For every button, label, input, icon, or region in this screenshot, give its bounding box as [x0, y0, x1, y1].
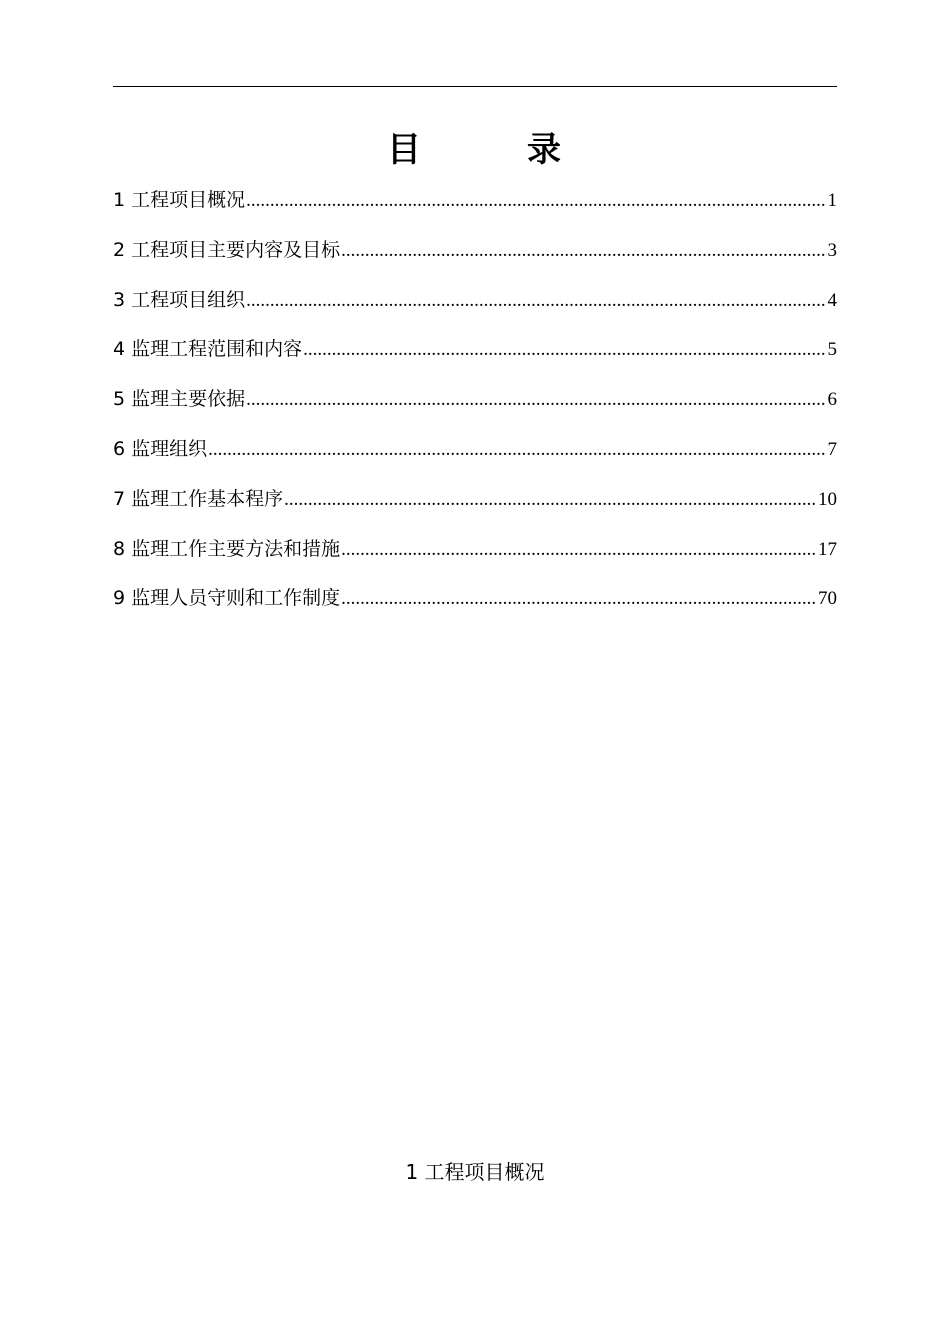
toc-entry-page: 3	[827, 239, 837, 261]
toc-entry[interactable]	[113, 286, 837, 336]
toc-dot-leader	[303, 336, 826, 364]
section-heading: 1 工程项目概况	[405, 1160, 545, 1184]
toc-entry[interactable]	[113, 236, 837, 286]
toc-entry-page: 17	[818, 538, 837, 560]
table-of-contents	[113, 186, 837, 634]
toc-entry[interactable]	[113, 584, 837, 634]
toc-dot-leader	[246, 187, 826, 215]
toc-entry-page: 4	[827, 289, 837, 311]
toc-title-char-1: 目	[387, 130, 423, 170]
toc-entry-label: 1 工程项目概况	[113, 189, 246, 211]
toc-dot-leader	[284, 486, 817, 514]
toc-dot-leader	[246, 287, 826, 315]
toc-entry-page: 6	[827, 389, 837, 411]
toc-entry-label: 9 监理人员守则和工作制度	[113, 587, 341, 610]
toc-entry[interactable]	[113, 335, 837, 385]
toc-dot-leader	[208, 436, 826, 464]
header-rule	[113, 86, 837, 87]
toc-entry-page: 5	[827, 339, 837, 361]
toc-entry-label: 8 监理工作主要方法和措施	[113, 537, 341, 560]
toc-entry-page: 10	[818, 488, 837, 510]
toc-entry-label: 3 工程项目组织	[113, 288, 246, 311]
toc-entry-label: 6 监理组织	[113, 437, 208, 460]
toc-entry-label: 7 监理工作基本程序	[113, 487, 284, 510]
toc-title-char-2: 录	[527, 130, 563, 170]
toc-dot-leader	[341, 237, 826, 265]
toc-dot-leader	[341, 536, 817, 564]
toc-entry[interactable]	[113, 435, 837, 485]
toc-entry[interactable]	[113, 485, 837, 535]
toc-entry-page: 7	[827, 438, 837, 460]
toc-entry[interactable]	[113, 535, 837, 585]
toc-entry-label: 5 监理主要依据	[113, 388, 246, 411]
toc-entry[interactable]	[113, 186, 837, 236]
toc-entry-label: 2 工程项目主要内容及目标	[113, 238, 341, 261]
toc-entry[interactable]	[113, 385, 837, 435]
toc-entry-label: 4 监理工程范围和内容	[113, 338, 303, 361]
toc-dot-leader	[246, 386, 826, 414]
toc-title	[113, 128, 837, 172]
toc-dot-leader	[341, 585, 817, 613]
toc-entry-page: 70	[818, 588, 837, 610]
toc-entry-page: 1	[827, 190, 837, 211]
